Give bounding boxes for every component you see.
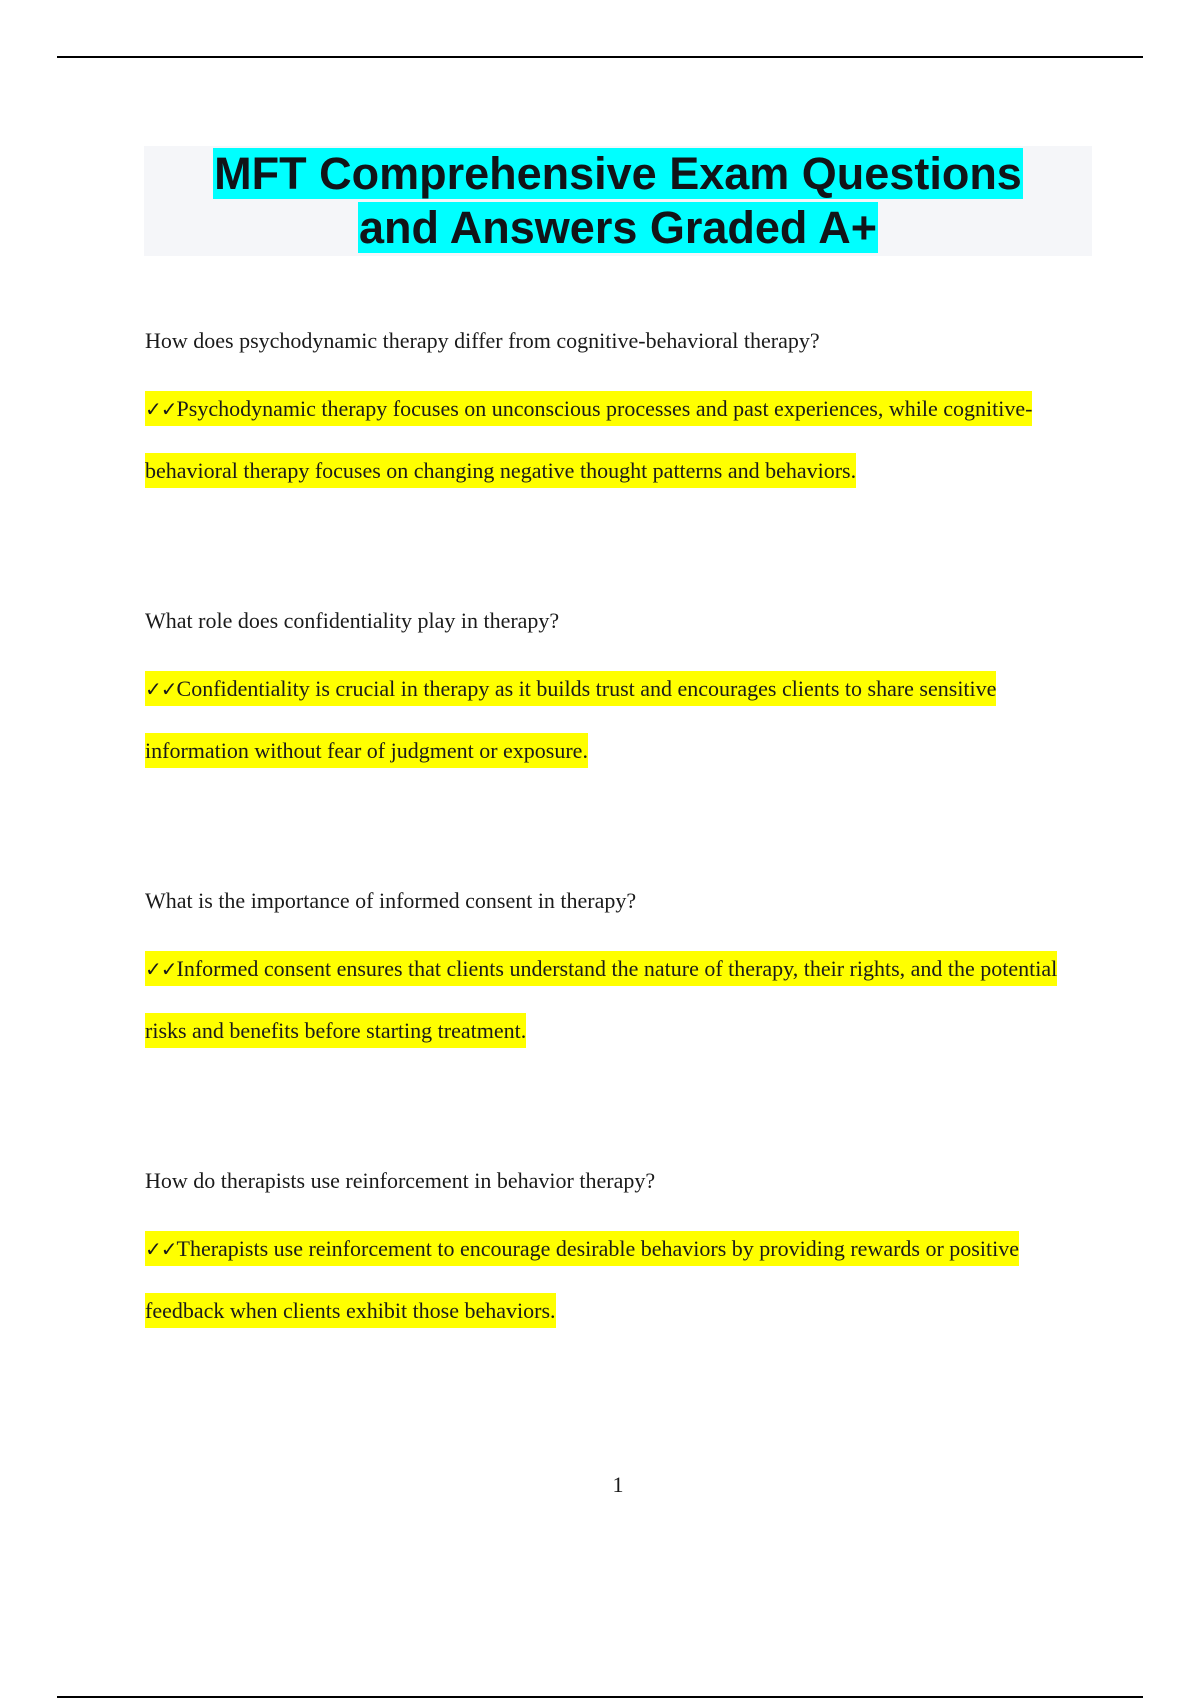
check-mark-icon: ✓✓ (145, 957, 177, 981)
check-mark-icon: ✓✓ (145, 1237, 177, 1261)
document-title (213, 147, 1023, 255)
answer-highlight (145, 1231, 1019, 1328)
bottom-rule (57, 1696, 1143, 1698)
answer-text: Therapists use reinforcement to encourage desirable behaviors by providing rewards or positive feedback when clients exhibit those behaviors. (145, 1236, 1019, 1323)
question-text: How does psychodynamic therapy differ from cognitive-behavioral therapy? (145, 328, 820, 353)
question-text: What role does confidentiality play in therapy? (145, 608, 560, 633)
answer-highlight (145, 671, 996, 768)
answer-highlight (145, 391, 1032, 488)
qa-item-1 (145, 328, 1095, 501)
qa-item-4 (145, 1168, 1095, 1341)
qa-item-3 (145, 888, 1095, 1061)
check-mark-icon: ✓✓ (145, 677, 177, 701)
question-text: How do therapists use reinforcement in behavior therapy? (145, 1168, 656, 1193)
title-line-2: and Answers Graded A+ (358, 202, 878, 253)
answer-block (145, 658, 1095, 781)
page-number: 1 (612, 1472, 624, 1497)
answer-block (145, 378, 1095, 501)
qa-item-2 (145, 608, 1095, 781)
answer-text: Confidentiality is crucial in therapy as it builds trust and encourages clients to share sensitive information without fear of judgment or exposure. (145, 676, 997, 763)
title-box (144, 146, 1092, 256)
question-text: What is the importance of informed consent in therapy? (145, 888, 637, 913)
title-line-1: MFT Comprehensive Exam Questions (214, 148, 1022, 199)
answer-text: Psychodynamic therapy focuses on unconscious processes and past experiences, while cognitive-behavioral therapy focuses on changing negative thought patterns and behaviors. (145, 396, 1033, 483)
answer-block (145, 1218, 1095, 1341)
answer-text: Informed consent ensures that clients understand the nature of therapy, their rights, and the potential risks and benefits before starting treatment. (145, 956, 1058, 1043)
check-mark-icon: ✓✓ (145, 397, 177, 421)
answer-block (145, 938, 1095, 1061)
answer-highlight (145, 951, 1057, 1048)
top-rule (57, 56, 1143, 58)
